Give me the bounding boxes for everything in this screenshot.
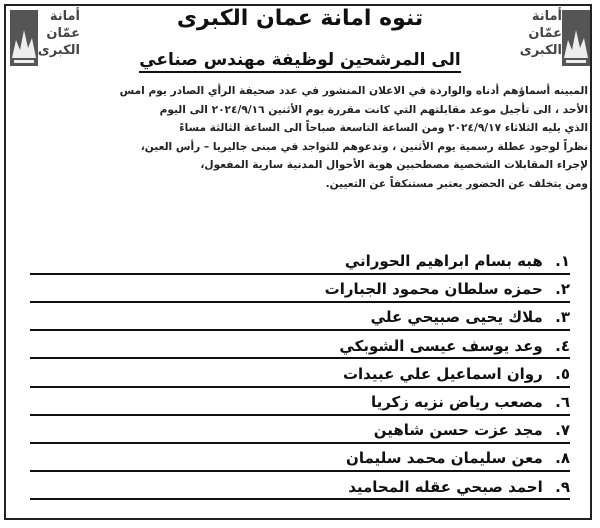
list-item-number: ٩. — [555, 477, 570, 496]
body-line: الذي يليه الثلاثاء ٢٠٢٤/٩/١٧ ومن الساعة التاسعة صباحاً الى الساعة الثالثة مساءً — [179, 122, 588, 135]
logo-line-2: عمّان — [46, 26, 80, 41]
body-line: المبينه أسماؤهم أدناه والواردة في الاعلان المنشور في عدد صحيفة الرأي الصادر يوم امس — [119, 85, 588, 97]
candidate-name: حمزه سلطان محمود الجبارات — [324, 280, 543, 299]
list-item-number: ١. — [555, 252, 570, 270]
logo-line-2: عمّان — [528, 26, 562, 41]
candidate-name: مجد عزت حسن شاهين — [373, 421, 543, 440]
list-item — [30, 333, 570, 360]
list-item — [30, 361, 570, 388]
candidate-list — [30, 248, 570, 502]
logo-left — [8, 6, 82, 72]
candidate-name: روان اسماعيل علي عبيدات — [342, 364, 543, 383]
announcement-body — [12, 82, 588, 194]
amman-skyline-logo-icon — [10, 10, 38, 66]
list-item-number: ٢. — [555, 280, 570, 299]
page-subtitle — [110, 50, 490, 70]
list-item — [30, 304, 570, 331]
logo-line-3: الكبرى — [519, 43, 562, 58]
candidate-name: مصعب رياض نزيه زكريا — [370, 392, 543, 411]
body-line: الأحد ، الى تأجيل موعد مقابلتهم التي كانت مقررة يوم الأثنين ٢٠٢٤/٩/١٦ الى اليوم — [159, 103, 588, 116]
logo-line-3: الكبرى — [37, 43, 80, 58]
amman-skyline-logo-icon — [562, 10, 590, 66]
page-title: تنوه امانة عمان الكبرى — [176, 6, 424, 31]
logo-line-1: أمانة — [531, 9, 562, 24]
list-item-number: ٦. — [555, 392, 570, 411]
list-item — [30, 445, 570, 472]
body-line: نظراً لوجود عطلة رسمية يوم الأثنين ، وتدعوهم للتواجد في مبنى جاليريا – رأس العين، — [140, 140, 588, 153]
list-item-number: ٣. — [555, 308, 570, 327]
list-item — [30, 389, 570, 416]
candidate-name: وعد يوسف عيسى الشوبكي — [339, 336, 543, 355]
candidate-name: ملاك يحيى صبيحي علي — [370, 308, 543, 327]
logo-line-1: أمانة — [49, 9, 80, 24]
candidate-name: معن سليمان محمد سليمان — [346, 449, 543, 468]
body-line: لإجراء المقابلات الشخصية مصطحبين هوية الأحوال المدنية سارية المفعول، — [200, 159, 588, 172]
subtitle-text: الى المرشحين لوظيفة مهندس صناعي — [139, 50, 461, 73]
list-item-number: ٤. — [555, 336, 570, 355]
list-item — [30, 474, 570, 501]
logo-right — [518, 6, 592, 72]
list-item-number: ٧. — [555, 421, 570, 440]
candidate-name: هبه بسام ابراهيم الحوراني — [344, 252, 543, 270]
body-line: ومن يتخلف عن الحضور يعتبر مستنكفاً عن التعيين. — [325, 177, 588, 190]
list-item — [30, 276, 570, 303]
list-item — [30, 248, 570, 275]
list-item-number: ٥. — [555, 364, 570, 383]
candidate-name: احمد صبحي عقله المحاميد — [348, 477, 543, 496]
list-item — [30, 417, 570, 444]
list-item-number: ٨. — [555, 449, 570, 468]
